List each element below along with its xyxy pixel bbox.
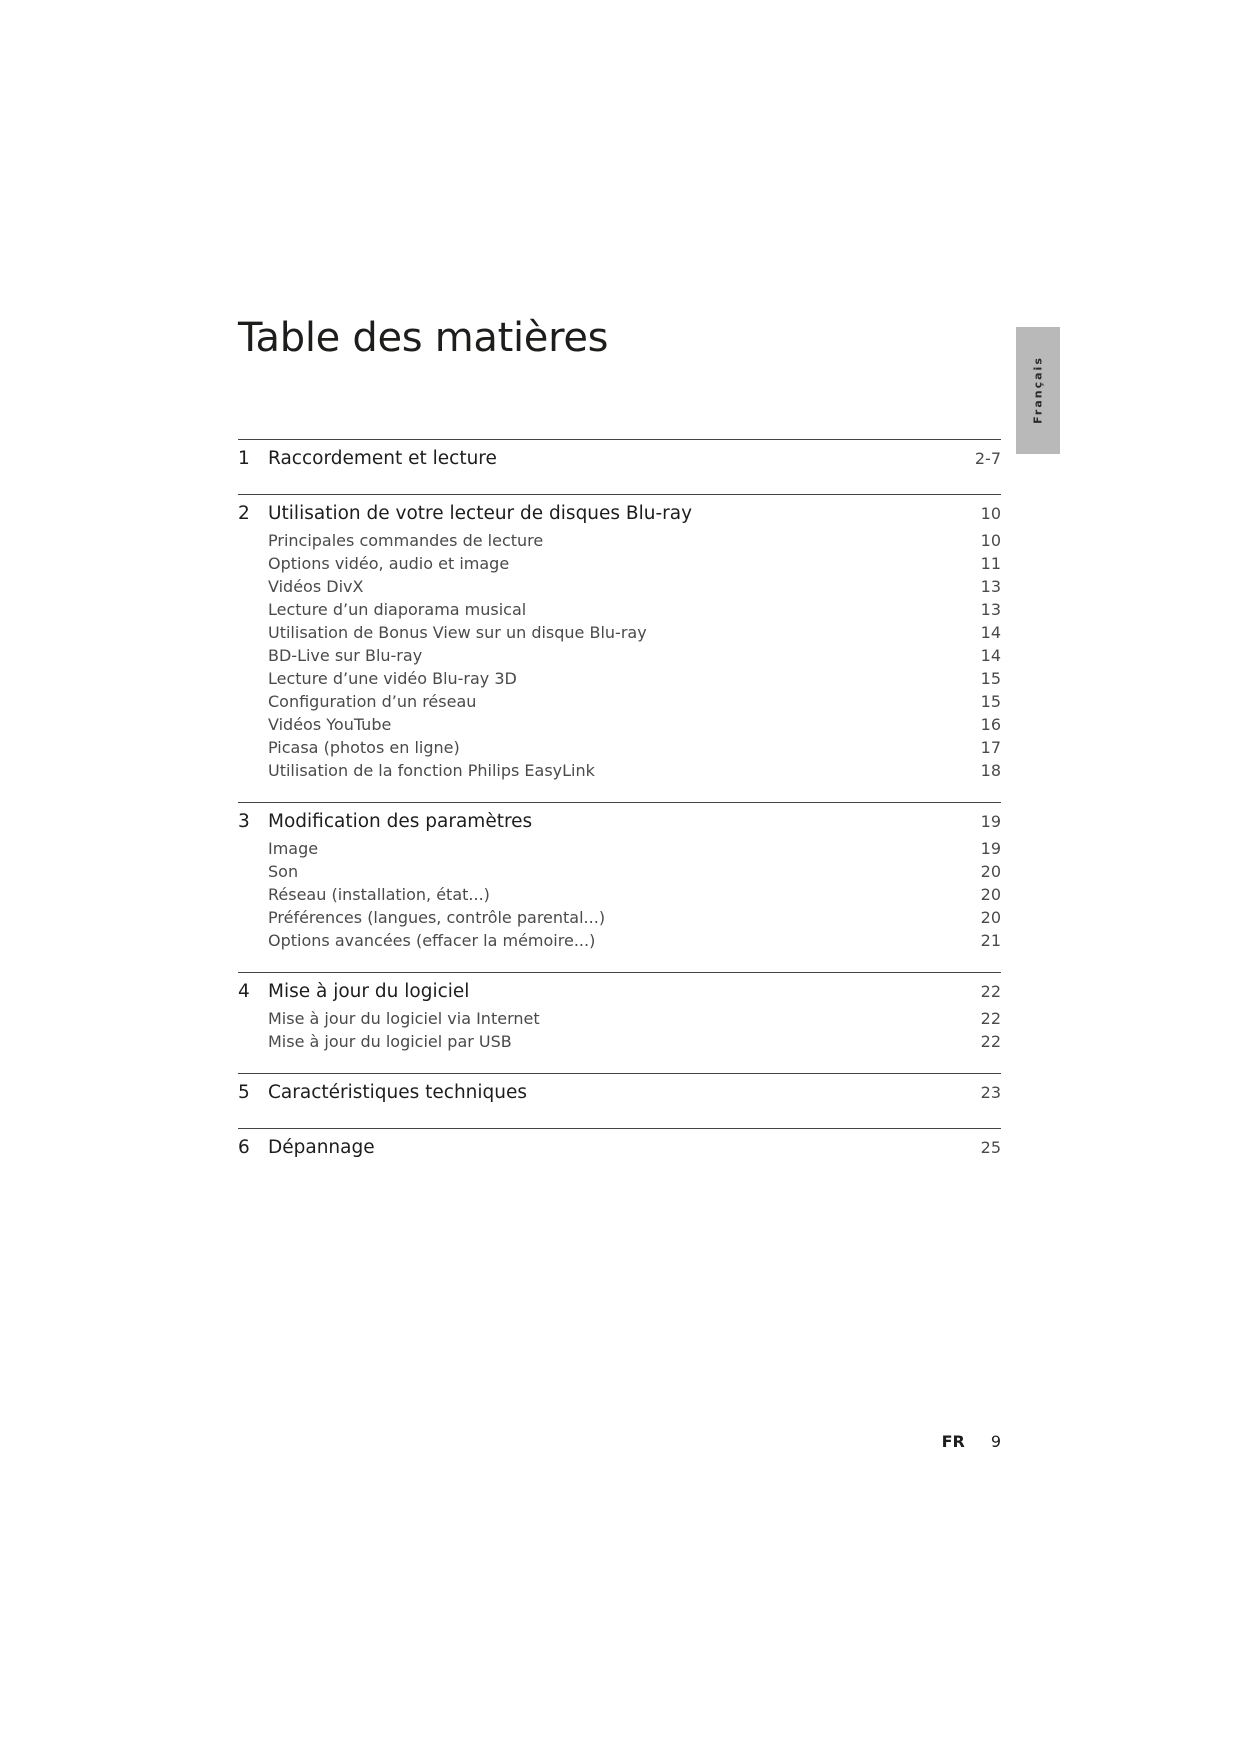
entry-page-number: 20 <box>980 862 1001 881</box>
section-title: Dépannage <box>268 1137 375 1158</box>
toc-entry[interactable] <box>238 598 1001 621</box>
entry-title: Mise à jour du logiciel via Internet <box>268 1009 540 1028</box>
toc-section-heading[interactable] <box>238 977 1001 1007</box>
entry-title: Principales commandes de lecture <box>268 531 544 550</box>
section-page-number: 25 <box>980 1138 1001 1157</box>
section-number: 4 <box>238 981 250 1002</box>
toc-section-heading[interactable] <box>238 499 1001 529</box>
entry-title: Options vidéo, audio et image <box>268 554 510 573</box>
toc-section <box>238 1073 1001 1128</box>
section-number: 6 <box>238 1137 250 1158</box>
table-of-contents <box>238 439 1001 1183</box>
toc-entry[interactable] <box>238 644 1001 667</box>
entry-page-number: 14 <box>980 623 1001 642</box>
toc-entry[interactable] <box>238 690 1001 713</box>
entry-title: Utilisation de Bonus View sur un disque Blu-ray <box>268 623 647 642</box>
entry-page-number: 22 <box>980 1009 1001 1028</box>
entry-title: Son <box>268 862 299 881</box>
entry-page-number: 16 <box>980 715 1001 734</box>
section-page-number: 19 <box>980 812 1001 831</box>
section-title: Utilisation de votre lecteur de disques Blu-ray <box>268 503 693 524</box>
language-tab-label: Français <box>1031 356 1045 424</box>
footer-language: FR <box>941 1432 965 1451</box>
entry-page-number: 15 <box>980 692 1001 711</box>
toc-entry[interactable] <box>238 1030 1001 1053</box>
toc-entry[interactable] <box>238 667 1001 690</box>
entry-page-number: 13 <box>980 600 1001 619</box>
entry-title: Lecture d’un diaporama musical <box>268 600 527 619</box>
toc-section <box>238 1128 1001 1183</box>
entry-page-number: 20 <box>980 885 1001 904</box>
toc-entry[interactable] <box>238 759 1001 782</box>
toc-entry[interactable] <box>238 860 1001 883</box>
toc-entry[interactable] <box>238 883 1001 906</box>
entry-page-number: 13 <box>980 577 1001 596</box>
toc-section-heading[interactable] <box>238 1133 1001 1163</box>
section-title: Mise à jour du logiciel <box>268 981 470 1002</box>
entry-page-number: 20 <box>980 908 1001 927</box>
entry-title: Réseau (installation, état...) <box>268 885 490 904</box>
entry-page-number: 18 <box>980 761 1001 780</box>
toc-entry[interactable] <box>238 713 1001 736</box>
footer-page-number: 9 <box>990 1432 1001 1451</box>
entry-title: Utilisation de la fonction Philips EasyLink <box>268 761 595 780</box>
entry-title: Vidéos DivX <box>268 577 364 596</box>
toc-section <box>238 972 1001 1073</box>
language-tab <box>1016 327 1060 454</box>
section-number: 1 <box>238 448 250 469</box>
toc-entry[interactable] <box>238 575 1001 598</box>
toc-entry[interactable] <box>238 736 1001 759</box>
page-footer <box>930 1432 1001 1451</box>
entry-title: Mise à jour du logiciel par USB <box>268 1032 512 1051</box>
toc-section-heading[interactable] <box>238 807 1001 837</box>
entry-title: Configuration d’un réseau <box>268 692 477 711</box>
section-number: 5 <box>238 1082 250 1103</box>
page-title: Table des matières <box>238 315 609 361</box>
section-page-number: 23 <box>980 1083 1001 1102</box>
section-title: Modification des paramètres <box>268 811 533 832</box>
entry-page-number: 22 <box>980 1032 1001 1051</box>
entry-title: Picasa (photos en ligne) <box>268 738 460 757</box>
section-number: 3 <box>238 811 250 832</box>
entry-title: Options avancées (effacer la mémoire...) <box>268 931 596 950</box>
section-page-number: 2-7 <box>974 449 1001 468</box>
toc-entry[interactable] <box>238 906 1001 929</box>
section-page-number: 10 <box>980 504 1001 523</box>
toc-entry[interactable] <box>238 529 1001 552</box>
entry-title: BD-Live sur Blu-ray <box>268 646 423 665</box>
entry-title: Lecture d’une vidéo Blu-ray 3D <box>268 669 517 688</box>
toc-section <box>238 439 1001 494</box>
entry-title: Image <box>268 839 319 858</box>
entry-page-number: 21 <box>980 931 1001 950</box>
entry-page-number: 10 <box>980 531 1001 550</box>
toc-entry[interactable] <box>238 552 1001 575</box>
toc-section-heading[interactable] <box>238 444 1001 474</box>
entry-page-number: 17 <box>980 738 1001 757</box>
section-page-number: 22 <box>980 982 1001 1001</box>
section-title: Raccordement et lecture <box>268 448 497 469</box>
toc-entry[interactable] <box>238 837 1001 860</box>
toc-entry[interactable] <box>238 621 1001 644</box>
entry-title: Vidéos YouTube <box>268 715 392 734</box>
toc-section <box>238 494 1001 802</box>
entry-page-number: 11 <box>980 554 1001 573</box>
entry-page-number: 19 <box>980 839 1001 858</box>
toc-entry[interactable] <box>238 929 1001 952</box>
section-title: Caractéristiques techniques <box>268 1082 528 1103</box>
toc-entry[interactable] <box>238 1007 1001 1030</box>
entry-title: Préférences (langues, contrôle parental...) <box>268 908 606 927</box>
entry-page-number: 15 <box>980 669 1001 688</box>
entry-page-number: 14 <box>980 646 1001 665</box>
section-number: 2 <box>238 503 250 524</box>
toc-section <box>238 802 1001 972</box>
toc-section-heading[interactable] <box>238 1078 1001 1108</box>
